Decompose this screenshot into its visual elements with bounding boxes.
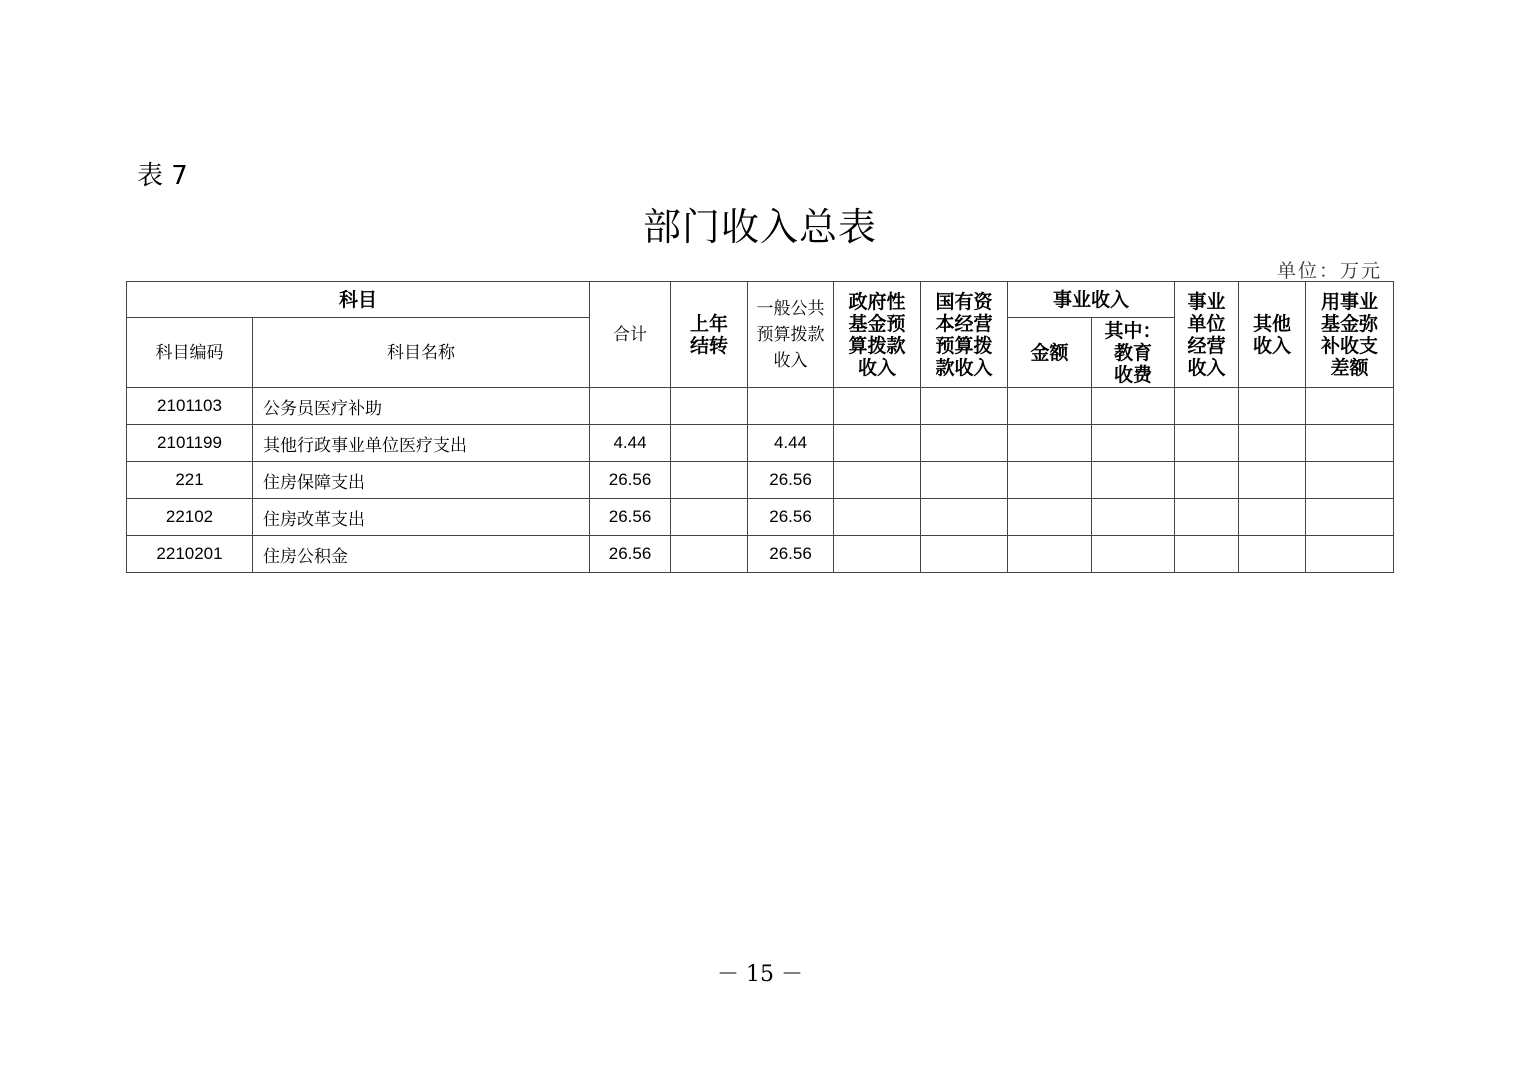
cell-amount <box>1008 388 1092 425</box>
header-carryover: 上年 结转 <box>671 282 748 388</box>
table-row <box>127 425 1394 462</box>
cell-amount <box>1008 425 1092 462</box>
cell-name: 住房保障支出 <box>253 462 590 499</box>
cell-edu-fee <box>1092 462 1175 499</box>
cell-edu-fee <box>1092 425 1175 462</box>
cell-other <box>1239 388 1306 425</box>
cell-carryover <box>671 425 748 462</box>
cell-total: 26.56 <box>590 499 671 536</box>
table-row <box>127 388 1394 425</box>
cell-code: 221 <box>127 462 253 499</box>
header-unit-operating: 事业 单位 经营 收入 <box>1175 282 1239 388</box>
cell-general: 4.44 <box>748 425 834 462</box>
header-subject: 科目 <box>127 282 590 318</box>
cell-edu-fee <box>1092 499 1175 536</box>
header-amount: 金额 <box>1008 318 1092 388</box>
cell-edu-fee <box>1092 536 1175 573</box>
cell-state-capital <box>921 499 1008 536</box>
cell-code: 22102 <box>127 499 253 536</box>
cell-carryover <box>671 388 748 425</box>
header-total: 合计 <box>590 282 671 388</box>
table-row <box>127 536 1394 573</box>
cell-unit-operating <box>1175 425 1239 462</box>
cell-fund-balance <box>1306 536 1394 573</box>
cell-general: 26.56 <box>748 499 834 536</box>
cell-unit-operating <box>1175 388 1239 425</box>
header-other-income: 其他 收入 <box>1239 282 1306 388</box>
cell-gov-fund <box>834 425 921 462</box>
cell-total: 26.56 <box>590 536 671 573</box>
cell-amount <box>1008 499 1092 536</box>
cell-fund-balance <box>1306 499 1394 536</box>
cell-unit-operating <box>1175 499 1239 536</box>
income-table <box>126 281 1394 573</box>
cell-state-capital <box>921 462 1008 499</box>
cell-unit-operating <box>1175 462 1239 499</box>
cell-name: 住房公积金 <box>253 536 590 573</box>
cell-other <box>1239 499 1306 536</box>
cell-carryover <box>671 462 748 499</box>
cell-fund-balance <box>1306 388 1394 425</box>
cell-other <box>1239 425 1306 462</box>
cell-amount <box>1008 536 1092 573</box>
cell-carryover <box>671 536 748 573</box>
cell-general: 26.56 <box>748 536 834 573</box>
unit-label: 单位：万元 <box>1276 260 1382 282</box>
header-fund-balance: 用事业 基金弥 补收支 差额 <box>1306 282 1394 388</box>
cell-state-capital <box>921 425 1008 462</box>
header-general-budget: 一般公共 预算拨款 收入 <box>748 282 834 388</box>
cell-total: 4.44 <box>590 425 671 462</box>
cell-total <box>590 388 671 425</box>
cell-state-capital <box>921 388 1008 425</box>
cell-amount <box>1008 462 1092 499</box>
header-edu-fee: 其中： 教育 收费 <box>1092 318 1175 388</box>
table-row <box>127 462 1394 499</box>
cell-name: 住房改革支出 <box>253 499 590 536</box>
cell-gov-fund <box>834 462 921 499</box>
header-business-income: 事业收入 <box>1008 282 1175 318</box>
table-row <box>127 499 1394 536</box>
cell-unit-operating <box>1175 536 1239 573</box>
cell-code: 2101103 <box>127 388 253 425</box>
cell-carryover <box>671 499 748 536</box>
cell-name: 其他行政事业单位医疗支出 <box>253 425 590 462</box>
cell-other <box>1239 536 1306 573</box>
cell-code: 2210201 <box>127 536 253 573</box>
cell-fund-balance <box>1306 462 1394 499</box>
cell-general: 26.56 <box>748 462 834 499</box>
cell-other <box>1239 462 1306 499</box>
page-title: 部门收入总表 <box>642 205 877 249</box>
cell-code: 2101199 <box>127 425 253 462</box>
cell-gov-fund <box>834 499 921 536</box>
header-subject-name: 科目名称 <box>253 318 590 388</box>
cell-edu-fee <box>1092 388 1175 425</box>
header-gov-fund: 政府性 基金预 算拨款 收入 <box>834 282 921 388</box>
cell-total: 26.56 <box>590 462 671 499</box>
header-state-capital: 国有资 本经营 预算拨 款收入 <box>921 282 1008 388</box>
cell-state-capital <box>921 536 1008 573</box>
page-number: － 15 － <box>717 962 803 987</box>
cell-general <box>748 388 834 425</box>
cell-fund-balance <box>1306 425 1394 462</box>
table-label: 表 7 <box>137 161 188 191</box>
cell-gov-fund <box>834 536 921 573</box>
cell-name: 公务员医疗补助 <box>253 388 590 425</box>
cell-gov-fund <box>834 388 921 425</box>
header-subject-code: 科目编码 <box>127 318 253 388</box>
